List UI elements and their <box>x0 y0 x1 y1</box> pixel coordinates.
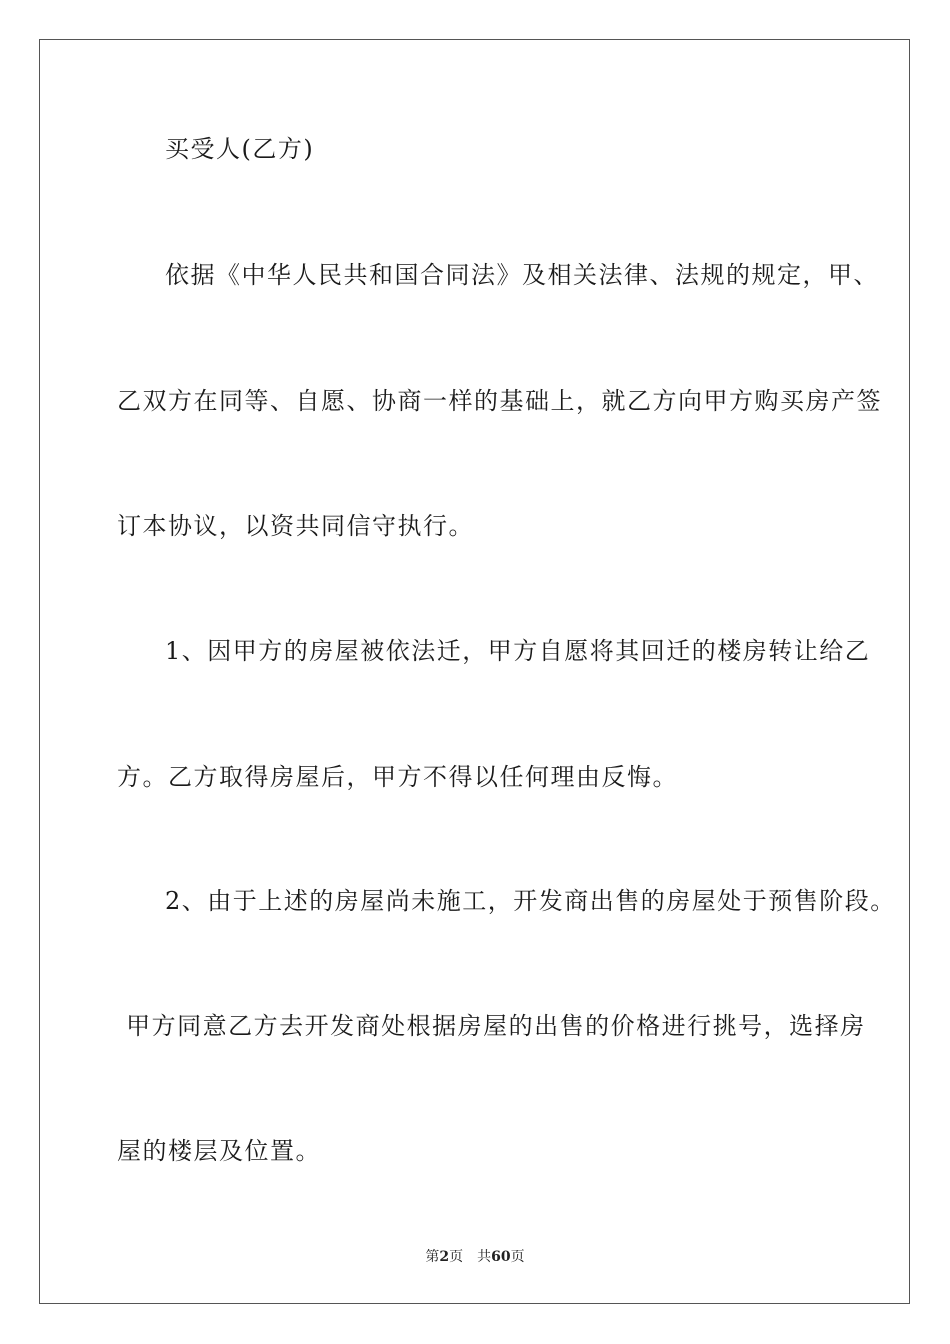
text-line-basis-cont: 乙双方在同等、自愿、协商一样的基础上，就乙方向甲方购买房产签 <box>117 387 882 415</box>
total-suffix: 页 <box>510 1249 525 1265</box>
page-frame <box>39 39 910 1304</box>
text-line-clause-1: 1、因甲方的房屋被依法迁，甲方自愿将其回迁的楼房转让给乙 <box>165 637 871 665</box>
text-line-clause-2: 2、由于上述的房屋尚未施工，开发商出售的房屋处于预售阶段。 <box>165 887 896 915</box>
text-line-buyer: 买受人(乙方) <box>165 135 315 163</box>
page-prefix: 第 <box>425 1249 440 1265</box>
text-line-clause-2-cont: 甲方同意乙方去开发商处根据房屋的出售的价格进行挑号，选择房 <box>117 1012 866 1040</box>
total-pages: 60 <box>491 1249 511 1265</box>
page-suffix: 页 <box>449 1249 464 1265</box>
text-line-clause-2-end: 屋的楼层及位置。 <box>117 1137 321 1165</box>
total-prefix: 共 <box>477 1249 492 1265</box>
page-number: 2 <box>439 1249 450 1265</box>
page-footer <box>0 1246 950 1266</box>
text-line-basis-end: 订本协议，以资共同信守执行。 <box>117 512 474 540</box>
text-line-basis: 依据《中华人民共和国合同法》及相关法律、法规的规定，甲、 <box>165 261 879 289</box>
text-line-clause-1-cont: 方。乙方取得房屋后，甲方不得以任何理由反悔。 <box>117 763 678 791</box>
